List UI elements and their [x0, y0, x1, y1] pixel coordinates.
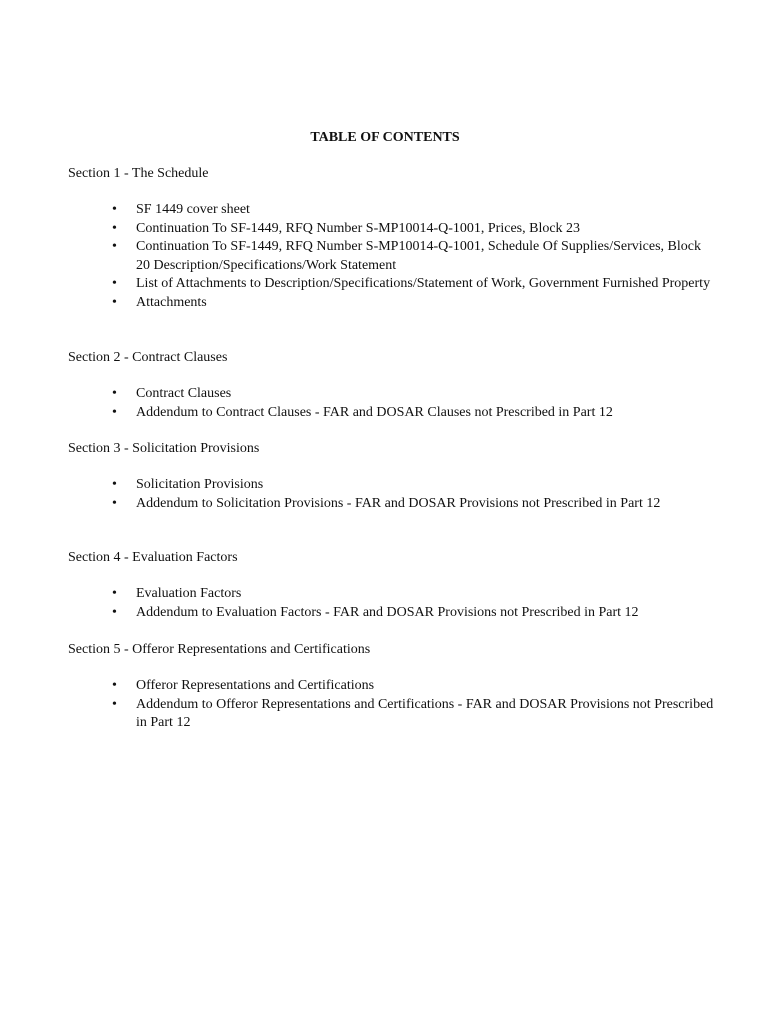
- page-title: TABLE OF CONTENTS: [310, 130, 460, 145]
- bullet-icon: •: [112, 404, 117, 420]
- list-item-text: Addendum to Offeror Representations and Certifications - FAR and DOSAR Provisions not Prescribed in Part 12: [136, 696, 714, 731]
- list-item-text: Evaluation Factors: [136, 586, 242, 601]
- bullet-icon: •: [112, 604, 117, 620]
- section-3: [68, 440, 718, 513]
- list-item-text: Continuation To SF-1449, RFQ Number S-MP10014-Q-1001, Prices, Block 23: [136, 220, 581, 236]
- bullet-icon: •: [112, 495, 117, 511]
- bullet-icon: •: [112, 294, 117, 310]
- list-item-text: Addendum to Contract Clauses - FAR and DOSAR Clauses not Prescribed in Part 12: [136, 404, 613, 420]
- list-item-text: Solicitation Provisions: [136, 477, 264, 492]
- section-heading: Section 2 - Contract Clauses: [68, 350, 228, 365]
- bullet-icon: •: [112, 239, 117, 255]
- list-item-text: Continuation To SF-1449, RFQ Number S-MP10014-Q-1001, Schedule Of Supplies/Services, Block 20 Description/Specifications/Work Statement: [136, 239, 701, 273]
- list-item-text: Contract Clauses: [136, 386, 232, 401]
- section-item-list: [68, 677, 718, 733]
- list-item: [68, 294, 718, 313]
- list-item: [68, 677, 718, 696]
- bullet-icon: •: [112, 386, 117, 401]
- list-item-text: Offeror Representations and Certifications: [136, 678, 375, 693]
- list-item: [68, 495, 718, 514]
- list-item: [68, 238, 718, 275]
- section-heading: Section 5 - Offeror Representations and Certifications: [68, 642, 371, 657]
- section-1: [68, 165, 718, 313]
- section-4: [68, 549, 718, 622]
- section-5: [68, 641, 718, 733]
- list-item: [68, 404, 718, 423]
- bullet-icon: •: [112, 477, 117, 492]
- section-heading: Section 1 - The Schedule: [68, 166, 209, 181]
- section-heading: Section 4 - Evaluation Factors: [68, 550, 238, 565]
- bullet-icon: •: [112, 696, 117, 712]
- list-item-text: SF 1449 cover sheet: [136, 202, 250, 217]
- list-item-text: List of Attachments to Description/Specifications/Statement of Work, Government Furnished Property: [136, 276, 711, 292]
- list-item: [68, 275, 718, 294]
- section-item-list: [68, 385, 718, 422]
- bullet-icon: •: [112, 678, 117, 693]
- section-item-list: [68, 476, 718, 513]
- bullet-icon: •: [112, 276, 117, 292]
- bullet-icon: •: [112, 586, 117, 601]
- section-item-list: [68, 201, 718, 313]
- list-item: [68, 696, 718, 733]
- list-item: [68, 220, 718, 239]
- list-item: [68, 476, 718, 495]
- bullet-icon: •: [112, 202, 117, 217]
- list-item: [68, 585, 718, 604]
- list-item: [68, 385, 718, 404]
- section-heading: Section 3 - Solicitation Provisions: [68, 441, 260, 456]
- list-item-text: Addendum to Solicitation Provisions - FAR and DOSAR Provisions not Prescribed in Part 12: [136, 495, 661, 511]
- bullet-icon: •: [112, 220, 117, 236]
- list-item: [68, 201, 718, 220]
- section-item-list: [68, 585, 718, 622]
- list-item-text: Attachments: [136, 294, 207, 310]
- section-2: [68, 349, 718, 422]
- list-item-text: Addendum to Evaluation Factors - FAR and DOSAR Provisions not Prescribed in Part 12: [136, 604, 639, 620]
- list-item: [68, 604, 718, 623]
